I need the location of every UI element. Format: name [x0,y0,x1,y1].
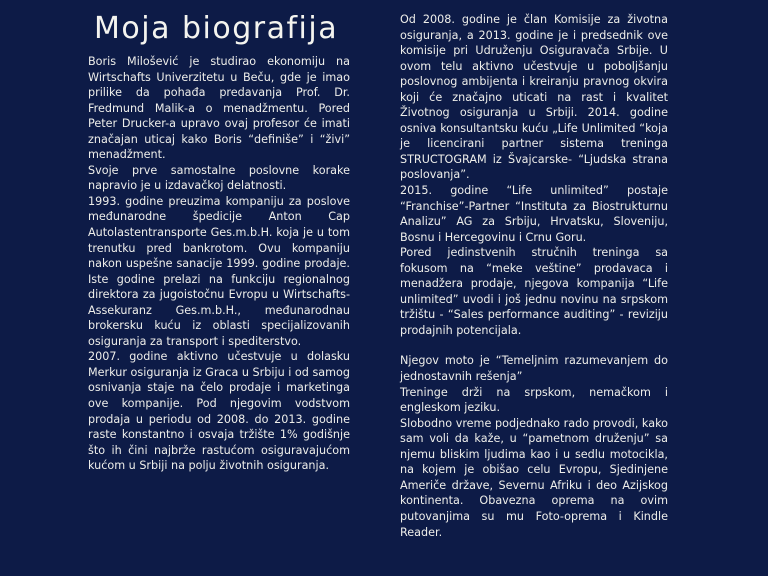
bio-paragraph-commission: Od 2008. godine je član Komisije za životna osiguranja, a 2013. godine je i predsednik ove komisije pri Udruženju Osiguravača Srbije. U ovom telu aktivno učestvuje u poboljšanju poslovnog ambijenta i kreiranju pravnog okvira koji će značajno uticati na rast i kvalitet Životnog osiguranja u Srbiji. 2014. godine osniva konsultantsku kuću „Life Unlimited “koja je licencirani partner sistema treninga STRUCTOGRAM iz Švajcarske- “Ljudska strana poslovanja”. [400,13,668,182]
paragraph-spacer [400,338,668,353]
bio-paragraph-trainings: Pored jedinstvenih stručnih treninga sa fokusom na “meke veštine” prodavaca i menadžera prodaje, njegova kompanija “Life unlimited” uvodi i još jednu novinu na srpskom tržištu - “Sales performance auditing” - reviziju prodajnih potencijala. [400,246,668,337]
bio-paragraph-free-time: Slobodno vreme podjednako rado provodi, kako sam voli da kaže, u “pametnom druženju” sa njemu bliskim ljudima kao i u sedlu motocikla, na kojem je obišao celu Evropu, Sjedinjene Američe države, Severnu Afriku i deo Azijskog kontinenta. Obavezna oprema na ovim putovanjima su mu Foto-oprema i Kindle Reader. [400,416,668,539]
bio-paragraph-forwarding: 1993. godine preuzima kompaniju za poslove međunarodne špedicije Anton Cap Autolastentransporte Ges.m.b.H. koja je u tom trenutku pred bankrotom. Ovu kompaniju nakon uspešne sanacije 1999. godine prodaje. Iste godine prelazi na funkciju regionalnog direktora za jugoistočnu Evropu u Wirtschafts-Assekuranz Ges.m.b.H., međunarodnau brokersku kuću iz oblasti specijalizovanih osiguranja za transport i spediterstvo. [88,194,350,348]
right-column [400,12,668,540]
bio-paragraph-motto: Njegov moto je “Temeljnim razumevanjem do jednostavnih rešenja” [400,354,668,384]
bio-paragraph-education: Boris Milošević je studirao ekonomiju na Wirtschafts Univerzitetu u Beču, gde je imao prilike da pohađa predavanja Prof. Dr. Fredmund Malik-a o menadžmentu. Pored Peter Drucker-a upravo ovaj profesor će imati značajan uticaj kako Boris “definiše” i “živi” menadžment. [88,55,350,162]
slide-title: Moja biografija [94,11,339,46]
bio-paragraph-publishing: Svoje prve samostalne poslovne korake napravio je u izdavačkoj delatnosti. [88,163,350,193]
bio-paragraph-languages: Treninge drži na srpskom, nemačkom i engleskom jeziku. [400,385,668,415]
bio-paragraph-franchise: 2015. godine “Life unlimited” postaje “Franchise”-Partner “Instituta za Biostrukturnu Analizu” AG za Srbiju, Hrvatsku, Sloveniju, Bosnu i Hercegovinu i Crnu Goru. [400,184,668,244]
bio-paragraph-merkur: 2007. godine aktivno učestvuje u dolasku Merkur osiguranja iz Graca u Srbiju i od samog osnivanja staje na čelo prodaje i marketinga ove kompanije. Pod njegovim vodstvom prodaja u periodu od 2008. do 2013. godine raste konstantno i osvaja tržište 1% godišnje što ih čini najbrže rastućom osiguravajućom kućom u Srbiji na polju životnih osiguranja. [88,350,350,473]
left-column [88,54,350,474]
